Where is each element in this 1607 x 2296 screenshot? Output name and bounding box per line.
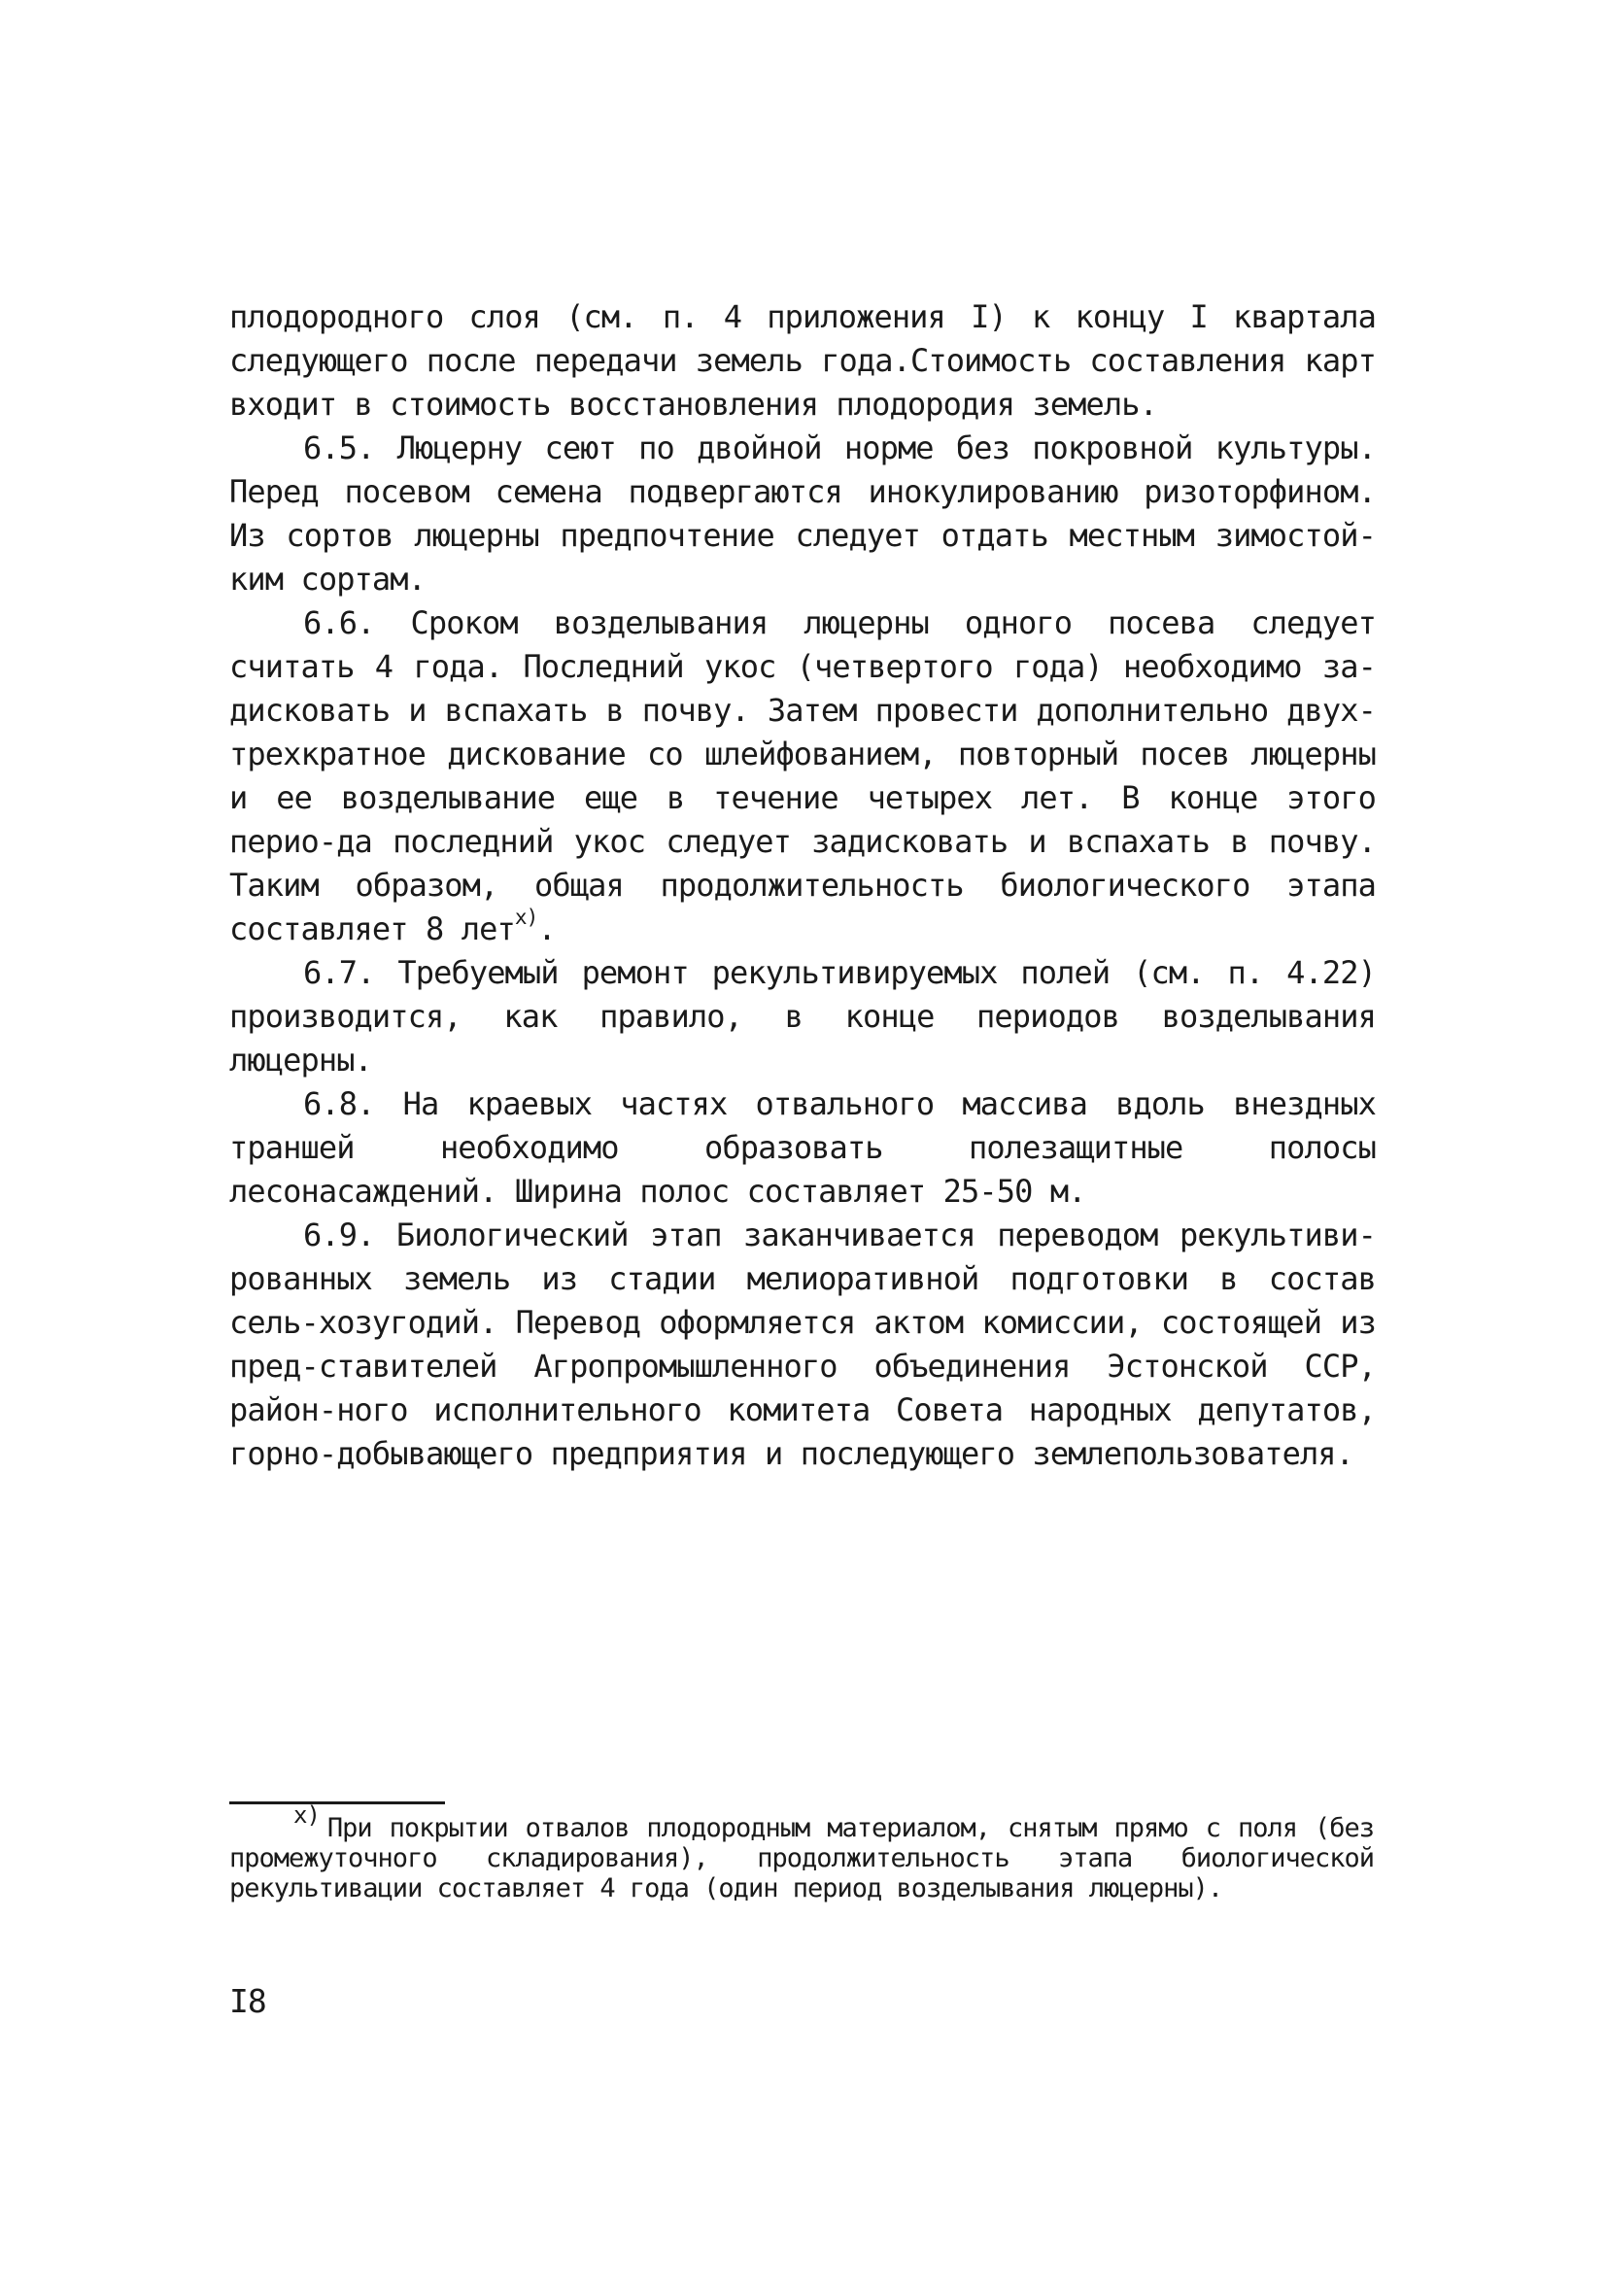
paragraph-6-7: 6.7. Требуемый ремонт рекультивируемых полей (см. п. 4.22) производится, как правило, в конце периодов возделывания люцерны. [229, 954, 1376, 1079]
paragraph-6-8: 6.8. На краевых частях отвального массива вдоль внездных траншей необходимо образовать полезащитные полосы лесонасаждений. Ширина полос составляет 25-50 м. [229, 1085, 1376, 1210]
footnote-mark: х) [293, 1801, 320, 1829]
footnote-text: При покрытии отвалов плодородным материалом, снятым прямо с поля (без промежуточного складирования), продолжительность этапа биологической рекультивации составляет 4 года (один период возделывания люцерны). [229, 1813, 1374, 1903]
page-number: I8 [229, 1982, 266, 2020]
paragraph-6-6-end: . [537, 910, 556, 947]
footnote-divider [229, 1801, 445, 1804]
paragraph-6-9: 6.9. Биологический этап заканчивается переводом рекультиви-рованных земель из стадии мелиоративной подготовки в состав сель-хозугодий. Перевод оформляется актом комиссии, состоящей из пред-ставителей Агропромышленного объединения Эстонской ССР, район-ного исполнительного комитета Совета народных депутатов, горно-добывающего предприятия и последующего землепользователя. [229, 1217, 1376, 1472]
paragraph-6-6 [229, 601, 1376, 951]
paragraph-6-6-text: 6.6. Сроком возделывания люцерны одного посева следует считать 4 года. Последний укос (четвертого года) необходимо за-дисковать и вспахать в почву. Затем провести дополнительно двух-трехкратное дискование со шлейфованием, повторный посев люцерны и ее возделывание еще в течение четырех лет. В конце этого перио-да последний укос следует задисковать и вспахать в почву. Таким образом, общая продолжительность биологического этапа составляет 8 лет [229, 604, 1376, 947]
paragraph-continuation: плодородного слоя (см. п. 4 приложения I) к концу I квартала следующего после передачи земель года.Стоимость составления карт входит в стоимость восстановления плодородия земель. [229, 298, 1376, 423]
footnote [229, 1801, 1374, 1903]
footnote-reference: х) [514, 906, 538, 930]
body-text [229, 295, 1376, 1476]
paragraph-6-5: 6.5. Люцерну сеют по двойной норме без покровной культуры. Перед посевом семена подвергаются инокулированию ризоторфином. Из сортов люцерны предпочтение следует отдать местным зимостой-ким сортам. [229, 429, 1376, 598]
